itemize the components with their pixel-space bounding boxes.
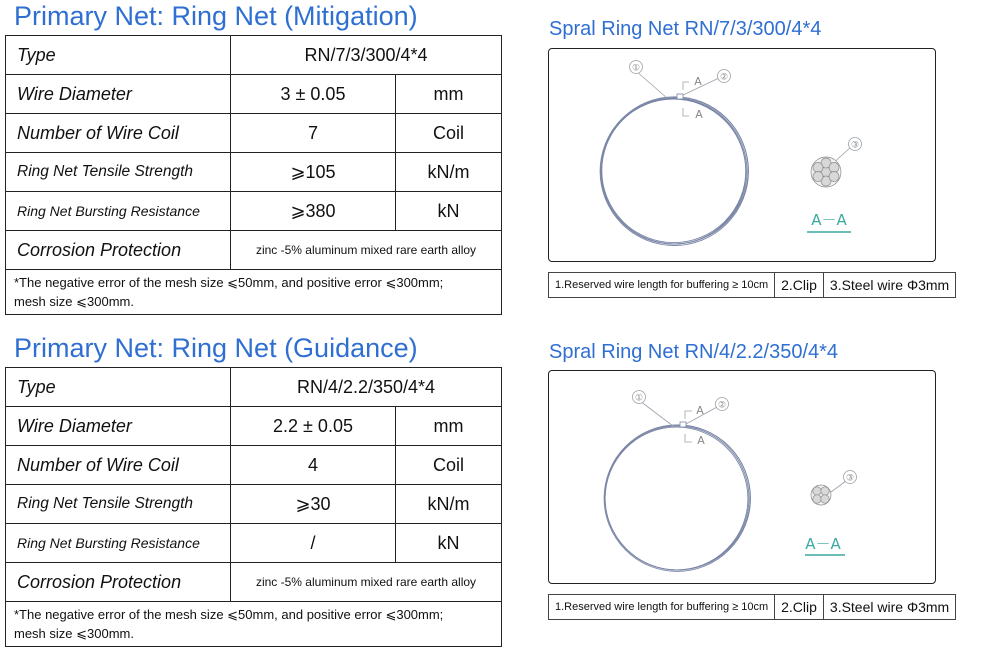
mesh-note-line2: mesh size ⩽300mm. [14, 626, 134, 641]
section-mark-top: A [694, 75, 702, 88]
callout-2: ② [719, 72, 729, 83]
ring-coil-icon [604, 425, 750, 572]
table-row [6, 524, 502, 563]
clip-icon [677, 94, 683, 99]
callout-3: ③ [845, 473, 855, 484]
bursting-unit: kN [396, 524, 502, 563]
table-row [6, 75, 502, 114]
bursting-label: Ring Net Bursting Resistance [6, 192, 231, 231]
coil-value: 7 [231, 114, 396, 153]
type-value: RN/4/2.2/350/4*4 [231, 368, 502, 407]
table-row [6, 114, 502, 153]
mesh-note [6, 270, 502, 315]
wire-diameter-unit: mm [396, 407, 502, 446]
clip-icon [680, 422, 686, 427]
coil-unit: Coil [396, 114, 502, 153]
mitigation-spec-table [5, 35, 502, 315]
legend-item-steel-wire: 3.Steel wire Φ3mm [823, 273, 955, 298]
coil-value: 4 [231, 446, 396, 485]
corrosion-value: zinc -5% aluminum mixed rare earth alloy [231, 231, 502, 270]
legend-item-clip: 2.Clip [775, 595, 824, 620]
ring-net-drawing [549, 49, 935, 261]
table-row [6, 485, 502, 524]
section-mark-bottom: A [695, 108, 703, 121]
mesh-note-line1: *The negative error of the mesh size ⩽50mm, and positive error ⩽300mm; [14, 275, 444, 290]
tensile-unit: kN/m [396, 153, 502, 192]
mesh-note-line1: *The negative error of the mesh size ⩽50mm, and positive error ⩽300mm; [14, 607, 444, 622]
table-row [6, 192, 502, 231]
bursting-value: / [231, 524, 396, 563]
table-row [6, 563, 502, 602]
diagram2-legend [548, 594, 956, 620]
table-row [6, 368, 502, 407]
type-label: Type [6, 36, 231, 75]
diagram2-drawing [548, 370, 936, 584]
tensile-unit: kN/m [396, 485, 502, 524]
callout-2: ② [717, 400, 727, 411]
table-row [6, 602, 502, 647]
table-row [6, 270, 502, 315]
table-row [6, 231, 502, 270]
coil-unit: Coil [396, 446, 502, 485]
callout-3: ③ [850, 140, 860, 151]
wire-diameter-label: Wire Diameter [6, 407, 231, 446]
table-row [6, 36, 502, 75]
type-value: RN/7/3/300/4*4 [231, 36, 502, 75]
diagram2-title: Spral Ring Net RN/4/2.2/350/4*4 [549, 341, 839, 363]
wire-diameter-unit: mm [396, 75, 502, 114]
bursting-unit: kN [396, 192, 502, 231]
guidance-spec-table [5, 367, 502, 647]
type-label: Type [6, 368, 231, 407]
coil-label: Number of Wire Coil [6, 114, 231, 153]
table-row [6, 446, 502, 485]
corrosion-label: Corrosion Protection [6, 231, 231, 270]
tensile-label: Ring Net Tensile Strength [6, 153, 231, 192]
mesh-note [6, 602, 502, 647]
diagram1-drawing [548, 48, 936, 262]
diagram1-title: Spral Ring Net RN/7/3/300/4*4 [549, 18, 822, 40]
wire-diameter-value: 3 ± 0.05 [231, 75, 396, 114]
callout-1: ① [634, 393, 644, 404]
ring-coil-icon [600, 97, 748, 246]
tensile-label: Ring Net Tensile Strength [6, 485, 231, 524]
coil-label: Number of Wire Coil [6, 446, 231, 485]
corrosion-label: Corrosion Protection [6, 563, 231, 602]
section-label: A－A [811, 211, 847, 229]
tensile-value: ⩾105 [231, 153, 396, 192]
section-mark-bottom: A [697, 434, 705, 447]
diagram1-legend [548, 272, 956, 298]
legend-item-steel-wire: 3.Steel wire Φ3mm [823, 595, 955, 620]
mitigation-title: Primary Net: Ring Net (Mitigation) [14, 1, 418, 31]
wire-diameter-value: 2.2 ± 0.05 [231, 407, 396, 446]
wire-cross-section-icon [811, 485, 831, 505]
ring-net-drawing [549, 371, 935, 583]
wire-diameter-label: Wire Diameter [6, 75, 231, 114]
legend-item-clip: 2.Clip [775, 273, 824, 298]
tensile-value: ⩾30 [231, 485, 396, 524]
corrosion-value: zinc -5% aluminum mixed rare earth alloy [231, 563, 502, 602]
mesh-note-line2: mesh size ⩽300mm. [14, 294, 134, 309]
table-row [6, 153, 502, 192]
bursting-value: ⩾380 [231, 192, 396, 231]
legend-item-reserved-wire: 1.Reserved wire length for buffering ≥ 10cm [549, 273, 775, 298]
callout-1: ① [631, 63, 641, 74]
bursting-label: Ring Net Bursting Resistance [6, 524, 231, 563]
legend-item-reserved-wire: 1.Reserved wire length for buffering ≥ 10cm [549, 595, 775, 620]
guidance-title: Primary Net: Ring Net (Guidance) [14, 333, 418, 363]
wire-cross-section-icon [811, 157, 841, 187]
section-mark-top: A [696, 404, 704, 417]
section-label: A－A [805, 535, 841, 553]
table-row [6, 407, 502, 446]
